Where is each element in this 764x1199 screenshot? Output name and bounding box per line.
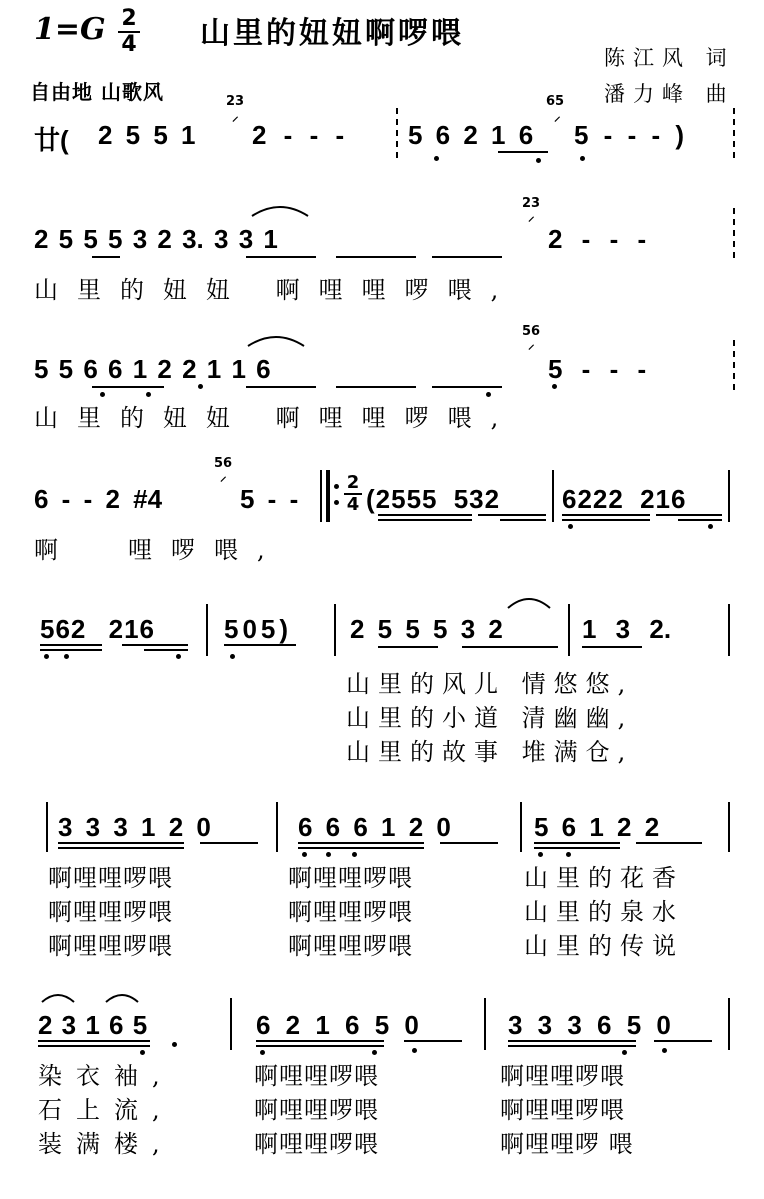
row5-underline xyxy=(144,649,188,651)
row4-notes-b: 5 - - xyxy=(240,484,299,514)
row5-verse1: 山里的风儿 情悠悠, xyxy=(346,670,634,698)
key-signature: 1=G xyxy=(34,12,106,47)
row4-underline xyxy=(562,514,650,516)
row1-notes-a: 2 5 5 1 xyxy=(98,120,196,150)
row2-underline xyxy=(246,256,316,258)
grace-hook: ⸍ xyxy=(528,343,535,358)
barline xyxy=(728,802,730,852)
low-octave-dot xyxy=(230,654,235,659)
time-top: 2 xyxy=(121,6,137,31)
row6-underline xyxy=(298,842,424,844)
row7-lyric3-a: 装满楼, xyxy=(38,1130,174,1158)
low-octave-dot xyxy=(176,654,181,659)
low-octave-dot xyxy=(566,852,571,857)
barline xyxy=(568,604,570,656)
time-signature xyxy=(118,8,140,56)
barline xyxy=(728,604,730,656)
row7-lyric1-b: 啊哩哩啰喂 xyxy=(254,1062,379,1090)
grace-hook: ⸍ xyxy=(232,115,239,130)
row2-underline xyxy=(336,256,416,258)
low-octave-dot xyxy=(172,1042,177,1047)
repeat-barline-thin xyxy=(320,470,322,522)
row5-verse2: 山里的小道 清幽幽, xyxy=(346,704,634,732)
low-octave-dot xyxy=(44,654,49,659)
row3-lyric: 山里的妞妞 啊哩哩啰喂, xyxy=(34,404,518,432)
row5-underline xyxy=(378,646,438,648)
barline xyxy=(552,470,554,522)
row7-underline xyxy=(256,1045,384,1047)
row5-notes-b: 505) xyxy=(224,614,293,644)
barline xyxy=(276,802,278,852)
row7-underline xyxy=(654,1040,712,1042)
row6-underline xyxy=(200,842,258,844)
low-octave-dot xyxy=(302,852,307,857)
tempo-marking: 自由地 山歌风 xyxy=(30,80,164,104)
row1-prefix: 廿( xyxy=(34,125,69,155)
slur xyxy=(40,992,76,1004)
row7-lyric1-c: 啊哩哩啰喂 xyxy=(500,1062,625,1090)
row7-lyric2-c: 啊哩哩啰喂 xyxy=(500,1096,625,1124)
row5-underline xyxy=(40,644,102,646)
low-octave-dot xyxy=(486,392,491,397)
row7-underline xyxy=(38,1045,150,1047)
low-octave-dot xyxy=(538,852,543,857)
row7-lyric3-b: 啊哩哩啰喂 xyxy=(254,1130,379,1158)
row6-lyric1-b: 啊哩哩啰喂 xyxy=(288,864,413,892)
grace-note-23: 23 xyxy=(226,94,245,109)
low-octave-dot xyxy=(352,852,357,857)
grace-hook: ⸍ xyxy=(528,215,535,230)
dashed-barline xyxy=(733,208,735,258)
row6-lyric2-b: 啊哩哩啰喂 xyxy=(288,898,413,926)
slur xyxy=(104,992,140,1004)
row6-underline xyxy=(58,847,184,849)
row6-underline xyxy=(636,842,702,844)
low-octave-dot xyxy=(372,1050,377,1055)
barline xyxy=(484,998,486,1050)
low-octave-dot xyxy=(326,852,331,857)
row1-notes-d: 5 - - - ) xyxy=(574,120,684,150)
repeat-dot xyxy=(334,484,339,489)
row2-notes-b: 2 - - - xyxy=(548,224,647,254)
row3-notes-b: 5 - - - xyxy=(548,354,647,384)
lyricist-credit: 陈江风 词 xyxy=(604,46,735,70)
low-octave-dot xyxy=(64,654,69,659)
row5-notes-a: 562 216 xyxy=(40,614,155,644)
row6-notes-c: 5 6 1 2 2 xyxy=(534,812,660,842)
row6-lyric1-c: 山里的花香 xyxy=(524,864,684,892)
grace-hook: ⸍ xyxy=(220,475,227,490)
dashed-barline xyxy=(396,108,398,158)
row6-notes-a: 3 3 3 1 2 0 xyxy=(58,812,211,842)
row1-underline xyxy=(498,151,548,153)
row3-underline xyxy=(432,386,502,388)
row6-underline xyxy=(534,842,620,844)
row2-underline xyxy=(92,256,120,258)
low-octave-dot xyxy=(260,1050,265,1055)
row7-lyric2-b: 啊哩哩啰喂 xyxy=(254,1096,379,1124)
row4-underline xyxy=(478,514,546,516)
row5-underline xyxy=(40,649,102,651)
row4-lyric-a: 啊 xyxy=(34,536,58,564)
row1-notes-c: 5 6 2 1 6 xyxy=(408,120,534,150)
row7-underline xyxy=(38,1040,150,1042)
row4-underline xyxy=(678,519,722,521)
row3-underline xyxy=(92,386,164,388)
row4-lyric-b: 哩啰喂, xyxy=(128,536,284,564)
row3-underline xyxy=(246,386,316,388)
row2-lyric: 山里的妞妞 啊哩哩啰喂, xyxy=(34,276,518,304)
row6-underline xyxy=(534,847,620,849)
slur xyxy=(250,204,310,218)
low-octave-dot xyxy=(198,384,203,389)
song-title: 山里的妞妞啊啰喂 xyxy=(200,16,464,51)
row6-underline xyxy=(440,842,498,844)
row5-notes-d: 1 3 2. xyxy=(582,614,672,644)
row5-underline xyxy=(224,644,296,646)
time-bottom: 4 xyxy=(346,494,360,515)
row4-underline xyxy=(656,514,722,516)
row4-underline xyxy=(378,514,472,516)
row4-notes-c: (2555 532 xyxy=(366,484,501,514)
low-octave-dot xyxy=(146,392,151,397)
barline xyxy=(334,604,336,656)
row2-notes-a: 2 5 5 5 3 2 3. 3 3 1 xyxy=(34,224,278,254)
row5-underline xyxy=(122,644,188,646)
low-octave-dot xyxy=(568,524,573,529)
barline xyxy=(46,802,48,852)
row6-lyric2-c: 山里的泉水 xyxy=(524,898,684,926)
low-octave-dot xyxy=(412,1048,417,1053)
row7-notes-c: 3 3 3 6 5 0 xyxy=(508,1010,671,1040)
dashed-barline xyxy=(733,340,735,390)
row6-lyric2-a: 啊哩哩啰喂 xyxy=(48,898,173,926)
row5-notes-c: 2 5 5 5 3 2 xyxy=(350,614,503,644)
row5-underline xyxy=(582,646,642,648)
row3-notes-a: 5 5 6 6 1 2 2 1 1 6 xyxy=(34,354,271,384)
row4-notes-a: 6 - - 2 #4 xyxy=(34,484,163,514)
low-octave-dot xyxy=(100,392,105,397)
row2-underline xyxy=(432,256,502,258)
row7-lyric1-a: 染衣袖, xyxy=(38,1062,174,1090)
barline xyxy=(206,604,208,656)
low-octave-dot xyxy=(140,1050,145,1055)
low-octave-dot xyxy=(536,158,541,163)
grace-note-56: 56 xyxy=(214,456,233,471)
row7-lyric2-a: 石上流, xyxy=(38,1096,174,1124)
repeat-dot xyxy=(334,500,339,505)
barline xyxy=(230,998,232,1050)
row6-lyric1-a: 啊哩哩啰喂 xyxy=(48,864,173,892)
low-octave-dot xyxy=(662,1048,667,1053)
row7-underline xyxy=(508,1045,636,1047)
low-octave-dot xyxy=(580,156,585,161)
row7-lyric3-c: 啊哩哩啰 喂 xyxy=(500,1130,634,1158)
low-octave-dot xyxy=(434,156,439,161)
row3-underline xyxy=(336,386,416,388)
barline xyxy=(728,470,730,522)
row4-notes-d: 6222 216 xyxy=(562,484,687,514)
row1-notes-b: 2 - - - xyxy=(252,120,345,150)
barline xyxy=(728,998,730,1050)
composer-credit: 潘力峰 曲 xyxy=(604,82,735,106)
row4-underline xyxy=(562,519,650,521)
row7-underline xyxy=(404,1040,462,1042)
row6-lyric3-b: 啊哩哩啰喂 xyxy=(288,932,413,960)
slur xyxy=(506,596,552,610)
barline xyxy=(520,802,522,852)
row4-underline xyxy=(500,519,546,521)
row4-underline xyxy=(378,519,472,521)
row7-notes-b: 6 2 1 6 5 0 xyxy=(256,1010,419,1040)
row5-underline xyxy=(462,646,558,648)
row7-underline xyxy=(256,1040,384,1042)
grace-note-65: 65 xyxy=(546,94,565,109)
dashed-barline xyxy=(733,108,735,158)
row6-notes-b: 6 6 6 1 2 0 xyxy=(298,812,451,842)
row6-lyric3-a: 啊哩哩啰喂 xyxy=(48,932,173,960)
slur xyxy=(246,334,306,348)
grace-note-23: 23 xyxy=(522,196,541,211)
time-signature-change xyxy=(344,474,362,514)
row7-underline xyxy=(508,1040,636,1042)
row5-verse3: 山里的故事 堆满仓, xyxy=(346,738,634,766)
row6-underline xyxy=(298,847,424,849)
repeat-barline-thick xyxy=(326,470,330,522)
row6-lyric3-c: 山里的传说 xyxy=(524,932,684,960)
row6-underline xyxy=(58,842,184,844)
grace-hook: ⸍ xyxy=(554,115,561,130)
grace-note-56: 56 xyxy=(522,324,541,339)
time-bottom: 4 xyxy=(121,32,137,57)
low-octave-dot xyxy=(622,1050,627,1055)
time-top: 2 xyxy=(346,472,360,493)
row7-notes-a: 2 3 1 6 5 xyxy=(38,1010,148,1040)
low-octave-dot xyxy=(708,524,713,529)
